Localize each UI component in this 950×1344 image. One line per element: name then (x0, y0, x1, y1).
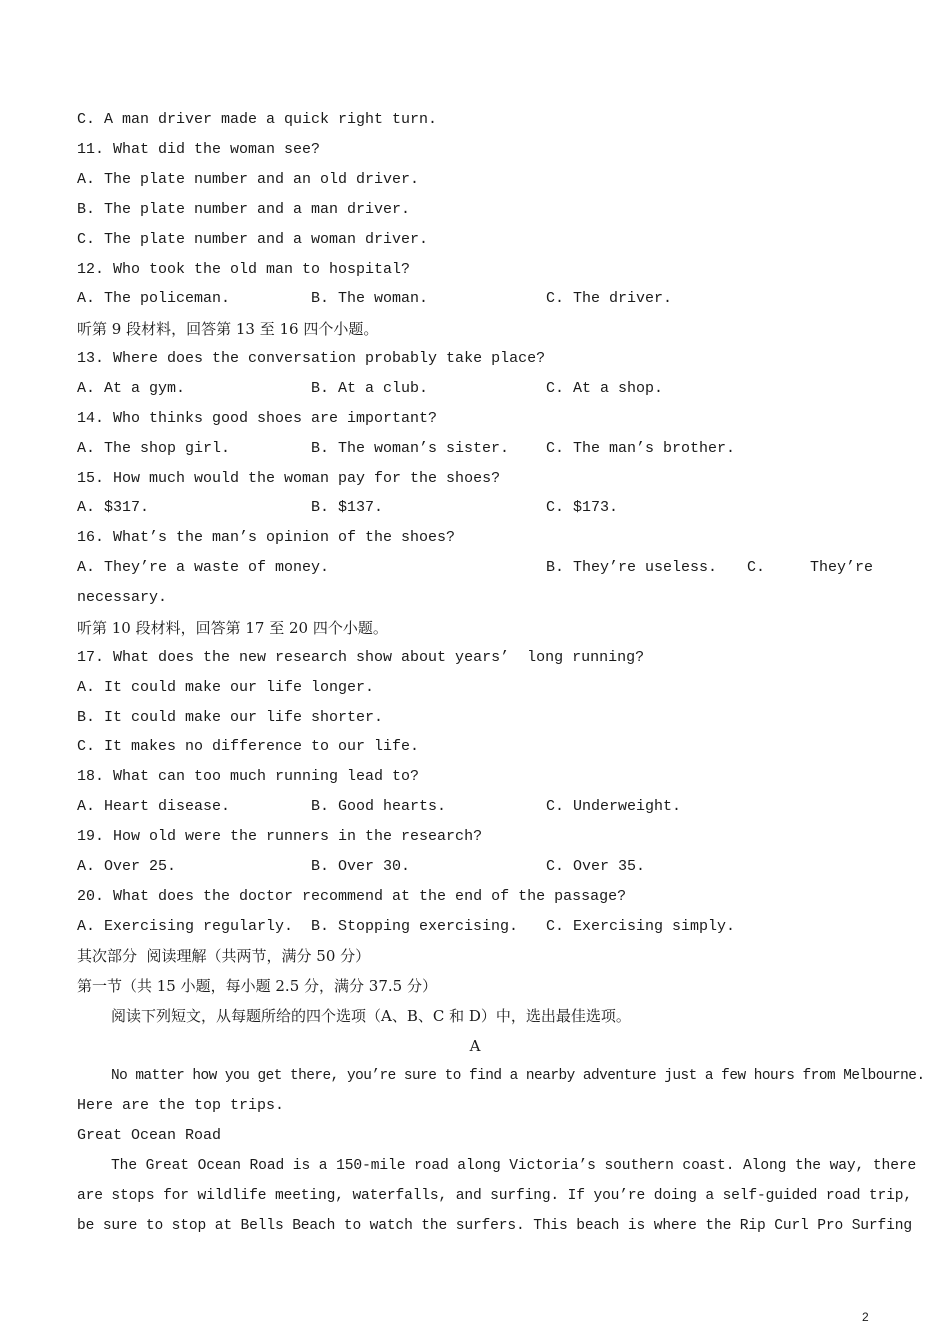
question-13: 13. Where does the conversation probably take place? (77, 350, 546, 367)
section-heading: 第一节（共 15 小题，每小题 2.5 分，满分 37.5 分） (77, 977, 437, 995)
question-14: 14. Who thinks good shoes are important? (77, 410, 438, 427)
passage-label: A (469, 1037, 481, 1055)
question-18: 18. What can too much running lead to? (77, 768, 420, 785)
option-b: B. $137. (311, 499, 384, 516)
option-line: B. It could make our life shorter. (77, 709, 384, 726)
option-c: C. The man’s brother. (546, 440, 736, 457)
option-a: A. The policeman. (77, 290, 231, 307)
question-12: 12. Who took the old man to hospital? (77, 261, 411, 278)
option-b: B. Good hearts. (311, 798, 447, 815)
section-heading: 听第 10 段材料，回答第 17 至 20 四个小题。 (77, 619, 388, 637)
option-b: B. They’re useless. (546, 559, 718, 576)
option-b: B. Stopping exercising. (311, 918, 519, 935)
question-15: 15. How much would the woman pay for the shoes? (77, 470, 501, 487)
question-19: 19. How old were the runners in the research? (77, 828, 483, 845)
option-c: C. Over 35. (546, 858, 646, 875)
option-b: B. At a club. (311, 380, 429, 397)
option-a: A. Heart disease. (77, 798, 231, 815)
question-16: 16. What’s the man’s opinion of the shoes? (77, 529, 456, 546)
paragraph-line: are stops for wildlife meeting, waterfalls, and surfing. If you’re doing a self-guided road trip, (77, 1188, 912, 1204)
paragraph-line: No matter how you get there, you’re sure to find a nearby adventure just a few hours from Melbourne. (111, 1068, 925, 1084)
paragraph-line: be sure to stop at Bells Beach to watch the surfers. This beach is where the Rip Curl Pro Surfing (77, 1218, 912, 1234)
question-17: 17. What does the new research show about years’ long running? (77, 649, 645, 666)
option-line: B. The plate number and a man driver. (77, 201, 411, 218)
option-c: C. Exercising simply. (546, 918, 736, 935)
question-11: 11. What did the woman see? (77, 141, 321, 158)
option-b: B. The woman’s sister. (311, 440, 510, 457)
option-c: C. The driver. (546, 290, 673, 307)
page-number: 2 (862, 1310, 869, 1324)
option-a: A. They’re a waste of money. (77, 559, 330, 576)
option-line: C. It makes no difference to our life. (77, 738, 420, 755)
part-heading: 其次部分 阅读理解（共两节，满分 50 分） (77, 947, 371, 965)
option-a: A. At a gym. (77, 380, 186, 397)
paragraph-line: The Great Ocean Road is a 150-mile road along Victoria’s southern coast. Along the way, there (111, 1158, 917, 1174)
paragraph-line: Here are the top trips. (77, 1097, 285, 1114)
option-c: C. They’re (747, 559, 874, 576)
option-a: A. Exercising regularly. (77, 918, 294, 935)
option-line: C. The plate number and a woman driver. (77, 231, 429, 248)
option-line: C. A man driver made a quick right turn. (77, 111, 438, 128)
option-a: A. The shop girl. (77, 440, 231, 457)
option-a: A. $317. (77, 499, 150, 516)
instructions: 阅读下列短文，从每题所给的四个选项（A、B、C 和 D）中，选出最佳选项。 (111, 1007, 631, 1025)
subheading: Great Ocean Road (77, 1127, 222, 1144)
option-b: B. Over 30. (311, 858, 411, 875)
option-a: A. Over 25. (77, 858, 177, 875)
section-heading: 听第 9 段材料，回答第 13 至 16 四个小题。 (77, 320, 379, 338)
question-20: 20. What does the doctor recommend at the end of the passage? (77, 888, 627, 905)
option-line: A. The plate number and an old driver. (77, 171, 420, 188)
option-b: B. The woman. (311, 290, 429, 307)
option-c: C. Underweight. (546, 798, 682, 815)
option-line: A. It could make our life longer. (77, 679, 375, 696)
option-c: C. At a shop. (546, 380, 664, 397)
option-c: C. $173. (546, 499, 619, 516)
option-c-continued: necessary. (77, 589, 168, 606)
